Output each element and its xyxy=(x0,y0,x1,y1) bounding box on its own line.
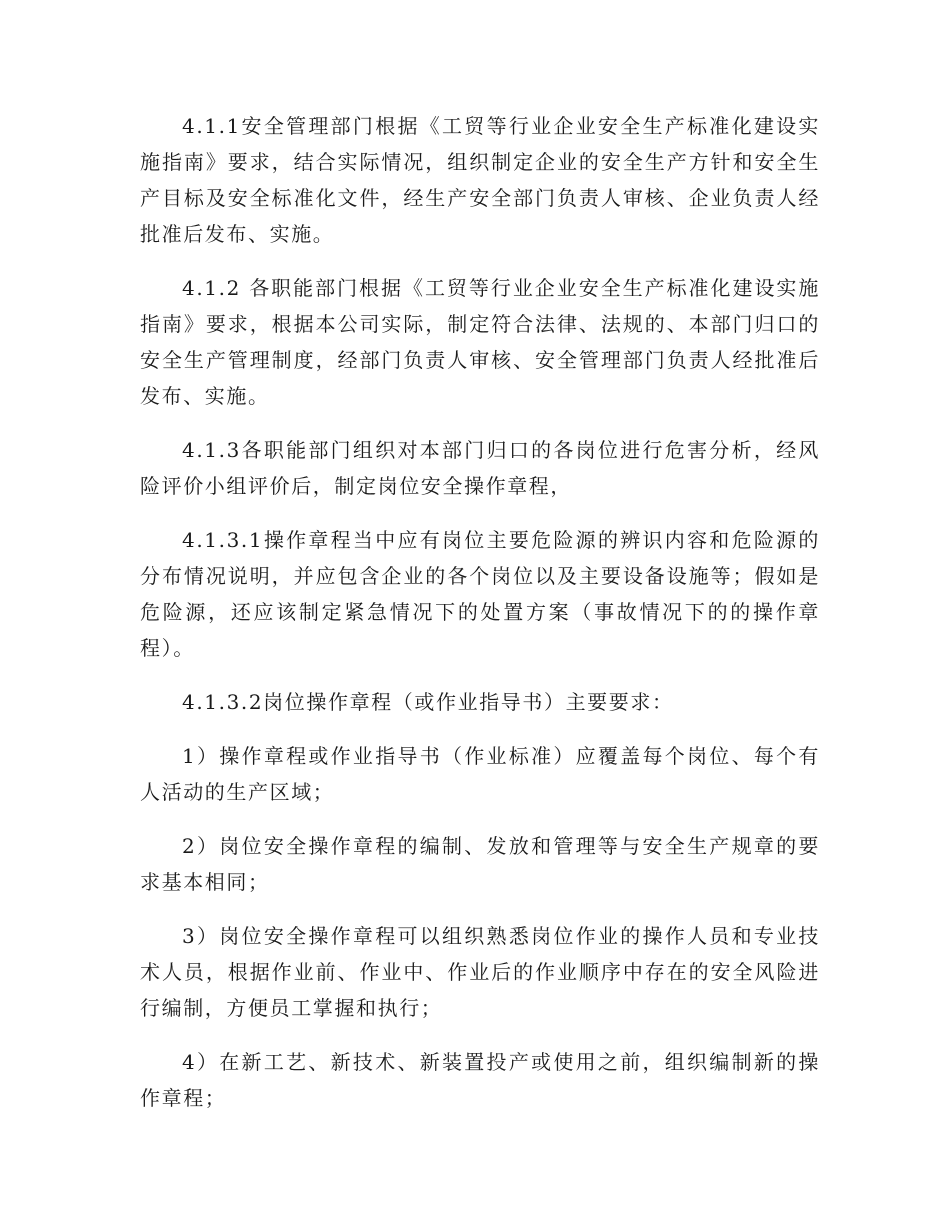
list-item-4: 4）在新工艺、新技术、新装置投产或使用之前，组织编制新的操作章程； xyxy=(140,1050,820,1110)
document-body xyxy=(140,108,820,1134)
paragraph-4-1-3-2: 4.1.3.2岗位操作章程（或作业指导书）主要要求： xyxy=(182,690,674,714)
paragraph-4-1-1: 4.1.1安全管理部门根据《工贸等行业企业安全生产标准化建设实施指南》要求，结合实际情况，组织制定企业的安全生产方针和安全生产目标及安全标准化文件，经生产安全部门负责人审核、企业负责人经批准后发布、实施。 xyxy=(140,114,820,246)
list-item-3: 3）岗位安全操作章程可以组织熟悉岗位作业的操作人员和专业技术人员，根据作业前、作业中、作业后的作业顺序中存在的安全风险进行编制，方便员工掌握和执行； xyxy=(140,924,820,1020)
paragraph-4-1-3-1: 4.1.3.1操作章程当中应有岗位主要危险源的辨识内容和危险源的分布情况说明，并应包含企业的各个岗位以及主要设备设施等；假如是危险源，还应该制定紧急情况下的处置方案（事故情况下的的操作章程）。 xyxy=(140,528,820,660)
paragraph-4-1-3: 4.1.3各职能部门组织对本部门归口的各岗位进行危害分析，经风险评价小组评价后，制定岗位安全操作章程， xyxy=(140,438,820,498)
paragraph-4-1-2: 4.1.2 各职能部门根据《工贸等行业企业安全生产标准化建设实施指南》要求，根据本公司实际，制定符合法律、法规的、本部门归口的安全生产管理制度，经部门负责人审核、安全管理部门负责人经批准后发布、实施。 xyxy=(140,276,820,408)
list-item-2: 2）岗位安全操作章程的编制、发放和管理等与安全生产规章的要求基本相同； xyxy=(140,834,820,894)
list-item-1: 1）操作章程或作业指导书（作业标准）应覆盖每个岗位、每个有人活动的生产区域； xyxy=(140,744,820,804)
